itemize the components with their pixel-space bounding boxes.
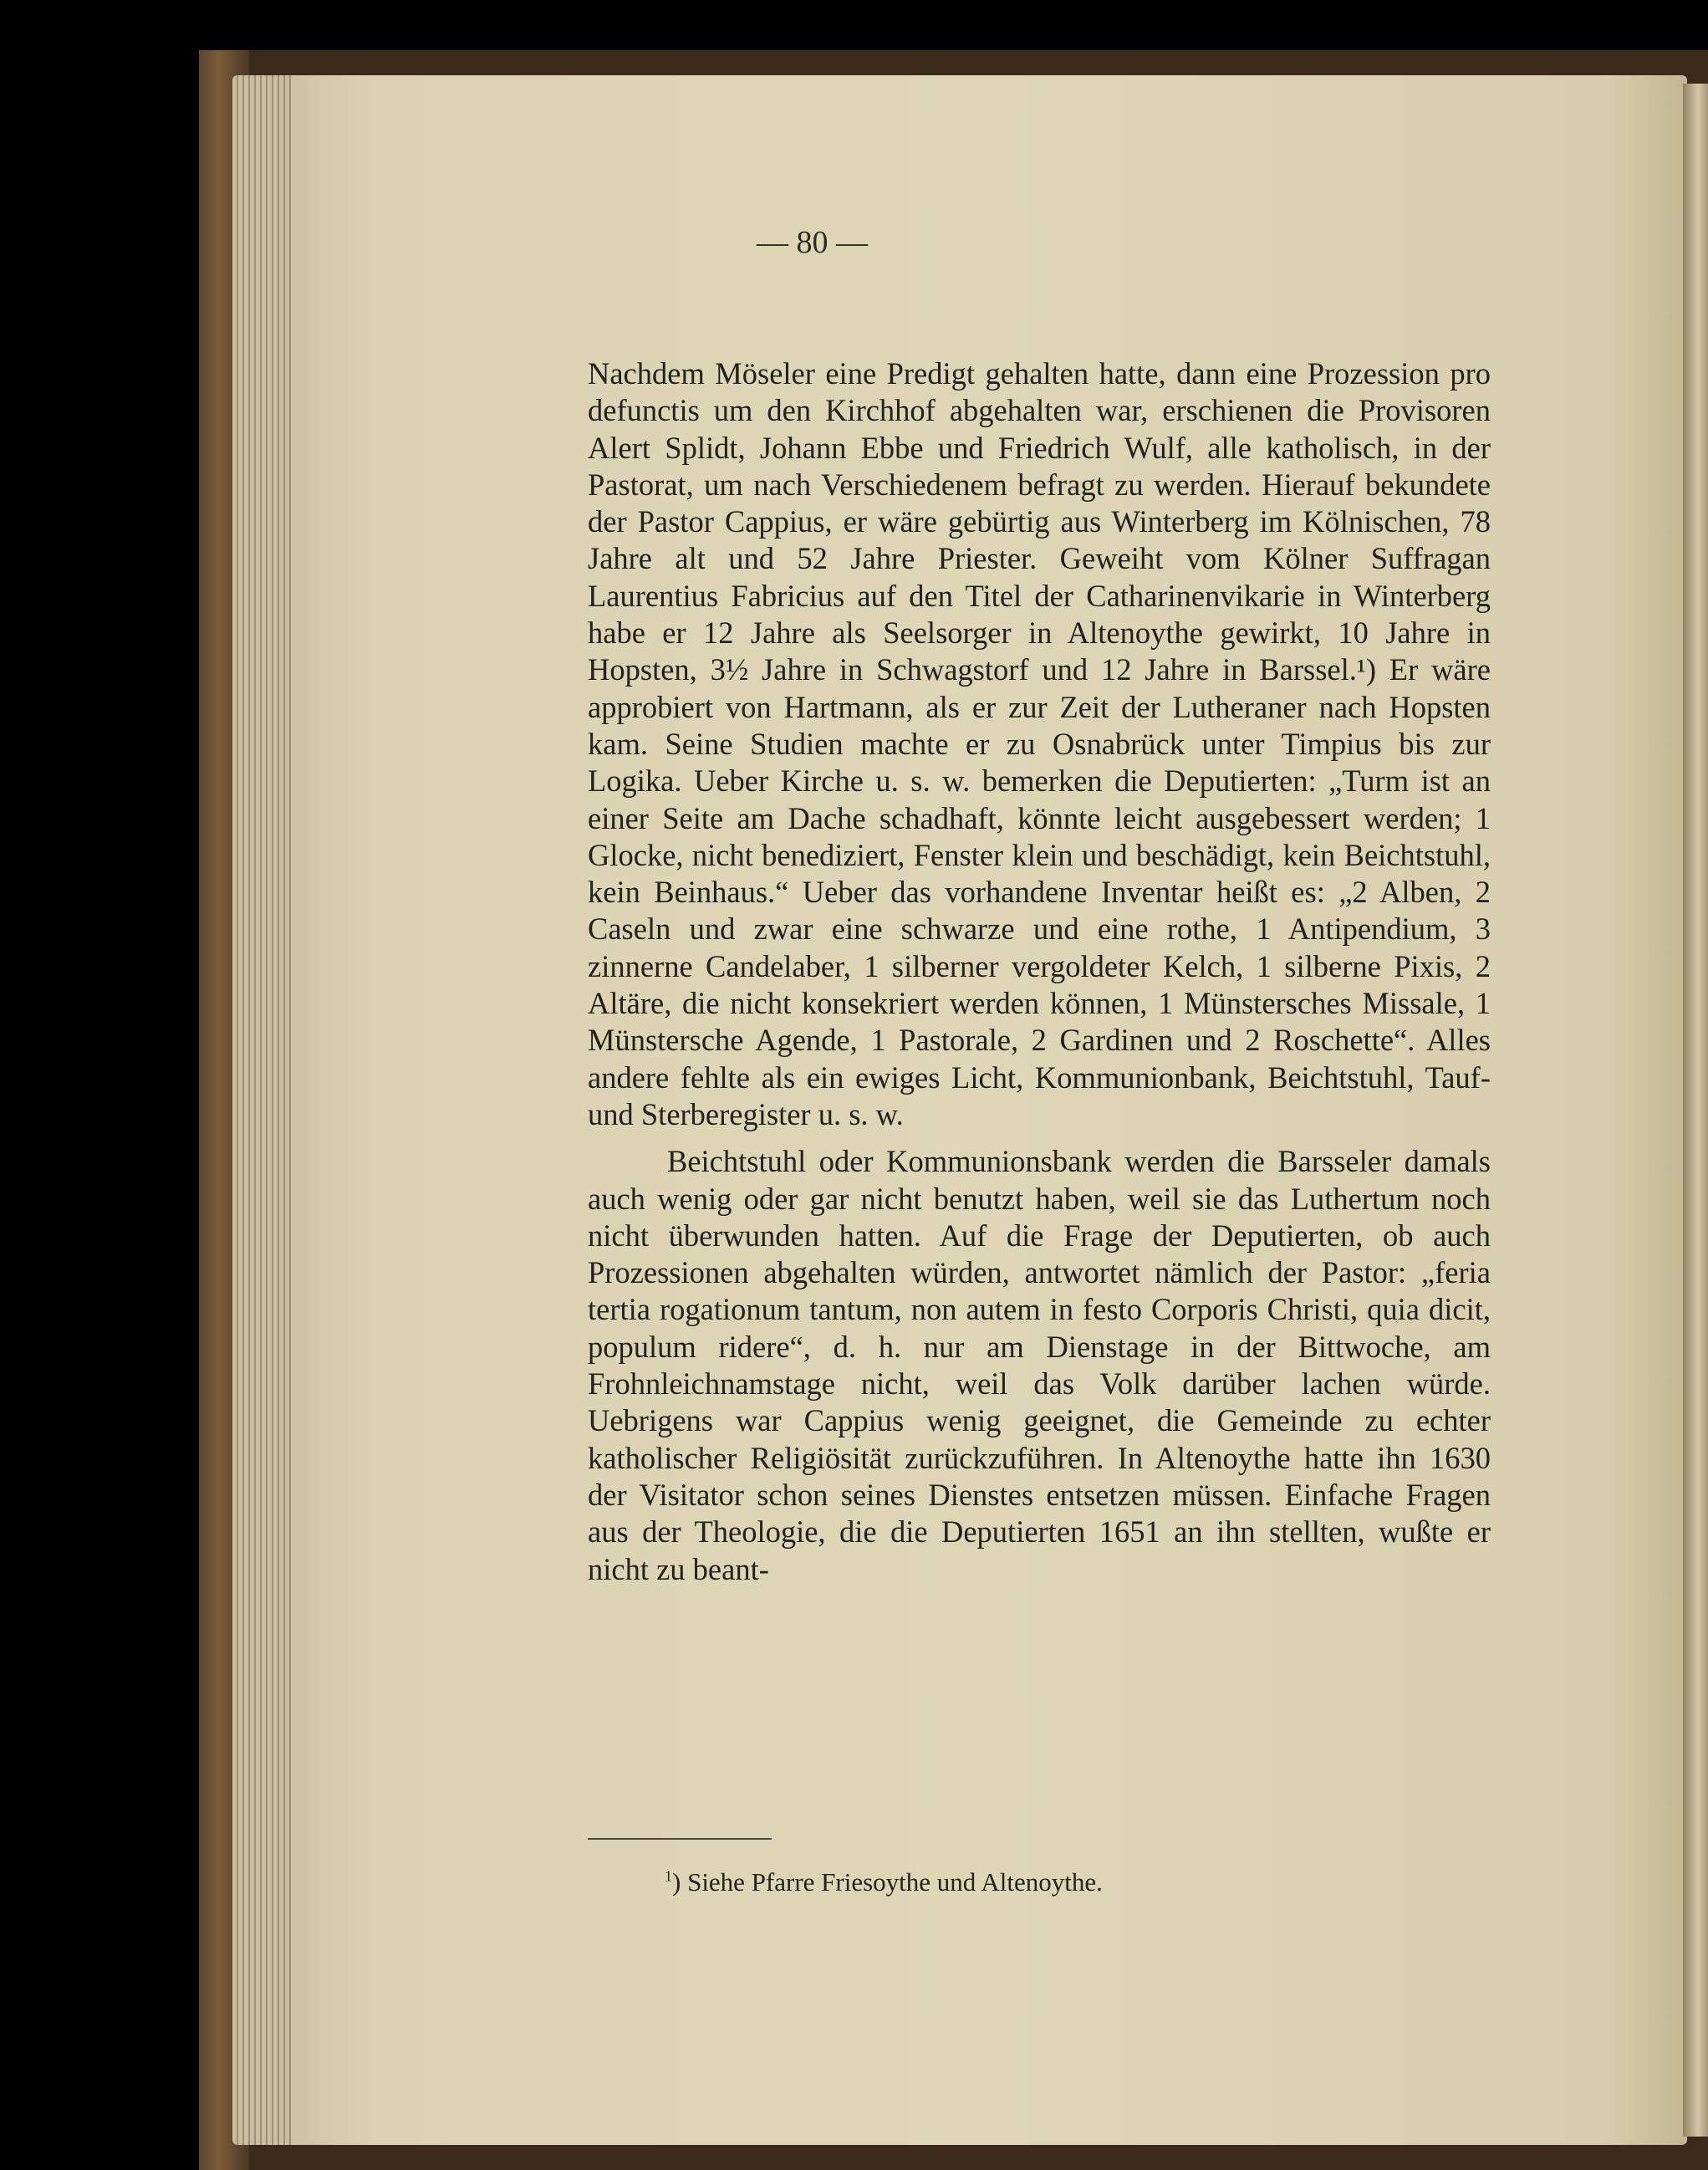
footnote-rule	[588, 1838, 772, 1840]
paragraph-2: Beichtstuhl oder Kommunionsbank werden die Barsseler damals auch wenig oder gar nicht benutzt haben, weil sie das Luthertum noch nicht überwunden hatten. Auf die Frage der Deputierten, ob auch Prozessionen abgehalten würden, antwortet nämlich der Pastor: „feria tertia rogationum tantum, non autem in festo Corporis Christi, quia dicit, populum ridere“, d. h. nur am Dienstage in der Bittwoche, am Frohnleichnamstage nicht, weil das Volk darüber lachen würde. Uebrigens war Cappius wenig geeignet, die Gemeinde zu echter katholischer Religiösität zurückzuführen. In Altenoythe hatte ihn 1630 der Visitator schon seines Dienstes entsetzen müssen. Einfache Fragen aus der Theologie, die die Deputierten 1651 an ihn stellten, wußte er nicht zu beant-	[588, 1144, 1491, 1586]
next-page-edge	[1683, 84, 1708, 2137]
main-text	[588, 355, 1491, 1588]
footnote-text: ) Siehe Pfarre Friesoythe und Altenoythe.	[672, 1867, 1103, 1897]
footnote-marker: 1	[665, 1867, 672, 1885]
paragraph-1: Nachdem Möseler eine Predigt gehalten hatte, dann eine Prozession pro defunctis um den Kirchhof abgehalten war, erschienen die Provisoren Alert Splidt, Johann Ebbe und Friedrich Wulf, alle katholisch, in der Pastorat, um nach Verschiedenem befragt zu werden. Hierauf bekundete der Pastor Cappius, er wäre gebürtig aus Winterberg im Kölnischen, 78 Jahre alt und 52 Jahre Priester. Geweiht vom Kölner Suffragan Laurentius Fabricius auf den Titel der Catharinenvikarie in Winterberg habe er 12 Jahre als Seelsorger in Altenoythe gewirkt, 10 Jahre in Hopsten, 3½ Jahre in Schwagstorf und 12 Jahre in Barssel.¹) Er wäre approbiert von Hartmann, als er zur Zeit der Lutheraner nach Hopsten kam. Seine Studien machte er zu Osnabrück unter Timpius bis zur Logika. Ueber Kirche u. s. w. bemerken die Deputierten: „Turm ist an einer Seite am Dache schadhaft, könnte leicht ausgebessert werden; 1 Glocke, nicht benediziert, Fenster klein und beschädigt, kein Beichtstuhl, kein Beinhaus.“ Ueber das vorhandene Inventar heißt es: „2 Alben, 2 Caseln und zwar eine schwarze und eine rothe, 1 Antipendium, 3 zinnerne Candelaber, 1 silberner vergoldeter Kelch, 1 silberne Pixis, 2 Altäre, die nicht konsekriert werden können, 1 Münstersches Missale, 1 Münstersche Agende, 1 Pastorale, 2 Gardinen und 2 Roschette“. Alles andere fehlte als ein ewiges Licht, Kommunionbank, Beichtstuhl, Tauf- und Sterberegister u. s. w.	[588, 356, 1491, 1131]
page-number: — 80 —	[757, 225, 868, 260]
footnote	[665, 1867, 1103, 1897]
